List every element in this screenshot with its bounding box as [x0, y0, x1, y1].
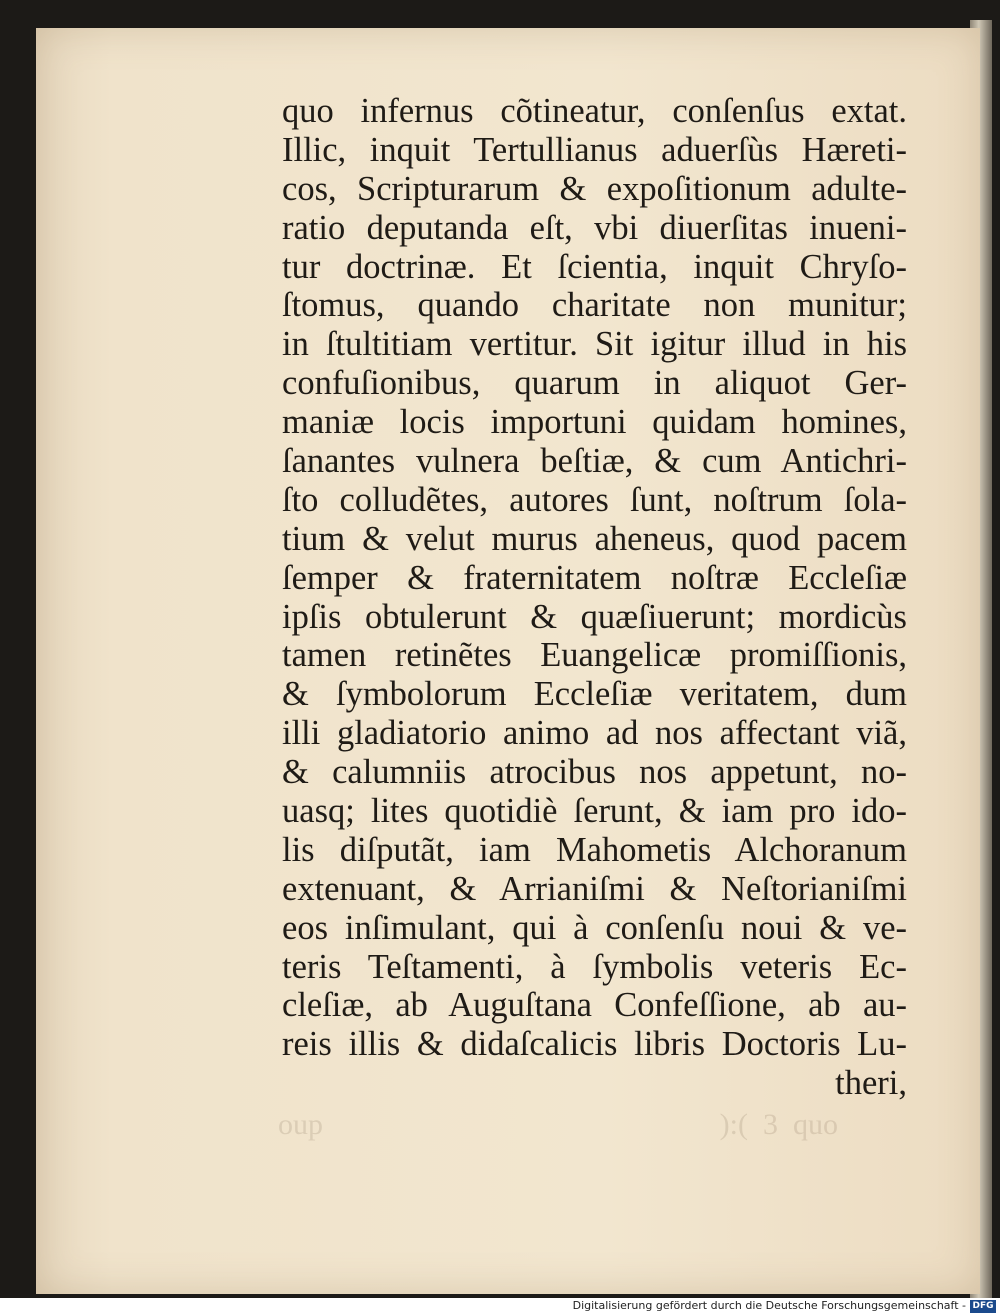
text-line: illi gladiatorio animo ad nos affectant viã, — [282, 714, 907, 753]
text-line: teris Teſtamenti, à ſymbolis veteris Ec- — [282, 947, 907, 986]
footer-credit: Digitalisierung gefördert durch die Deutsche Forschungsgemeinschaft - — [572, 1299, 966, 1312]
text-line: tium & velut murus aheneus, quod pacem — [282, 519, 907, 558]
bleed-through-text: oup ):( 3 quo — [278, 1108, 838, 1141]
text-line: ſtomus, quando charitate non munitur; — [282, 286, 907, 325]
text-line: ſemper & fraternitatem noſtræ Eccleſiæ — [282, 558, 907, 597]
text-line: Illic, inquit Tertullianus aduerſùs Hæreti- — [282, 130, 907, 169]
text-line: in ſtultitiam vertitur. Sit igitur illud in his — [282, 325, 907, 364]
text-line: ſto colludẽtes, autores ſunt, noſtrum ſola- — [282, 480, 907, 519]
text-line: tur doctrinæ. Et ſcientia, inquit Chryſo- — [282, 247, 907, 286]
dfg-logo: DFG — [970, 1300, 996, 1313]
text-line: & calumniis atrocibus nos appetunt, no- — [282, 753, 907, 792]
text-line: tamen retinẽtes Euangelicæ promiſſionis, — [282, 636, 907, 675]
text-line: ſanantes vulnera beſtiæ, & cum Antichri- — [282, 442, 907, 481]
body-text — [282, 92, 907, 1103]
text-line: cos, Scripturarum & expoſitionum adulte- — [282, 169, 907, 208]
text-line: ratio deputanda eſt, vbi diuerſitas inueni- — [282, 208, 907, 247]
catchword-line: theri, — [835, 1064, 907, 1103]
text-line: & ſymbolorum Eccleſiæ veritatem, dum — [282, 675, 907, 714]
text-line: confuſionibus, quarum in aliquot Ger- — [282, 364, 907, 403]
text-line: lis diſputãt, iam Mahometis Alchoranum — [282, 830, 907, 869]
text-line: extenuant, & Arrianiſmi & Neſtorianiſmi — [282, 869, 907, 908]
text-line: quo infernus cõtineatur, conſenſus extat. — [282, 92, 907, 130]
text-line: cleſiæ, ab Auguſtana Confeſſione, ab au- — [282, 986, 907, 1025]
text-line: maniæ locis importuni quidam homines, — [282, 403, 907, 442]
text-line: ipſis obtulerunt & quæſiuerunt; mordicùs — [282, 597, 907, 636]
text-line: eos inſimulant, qui à conſenſu noui & ve- — [282, 908, 907, 947]
text-line: uasq; lites quotidiè ſerunt, & iam pro ido- — [282, 792, 907, 831]
text-line: reis illis & didaſcalicis libris Doctoris Lu- — [282, 1025, 907, 1064]
